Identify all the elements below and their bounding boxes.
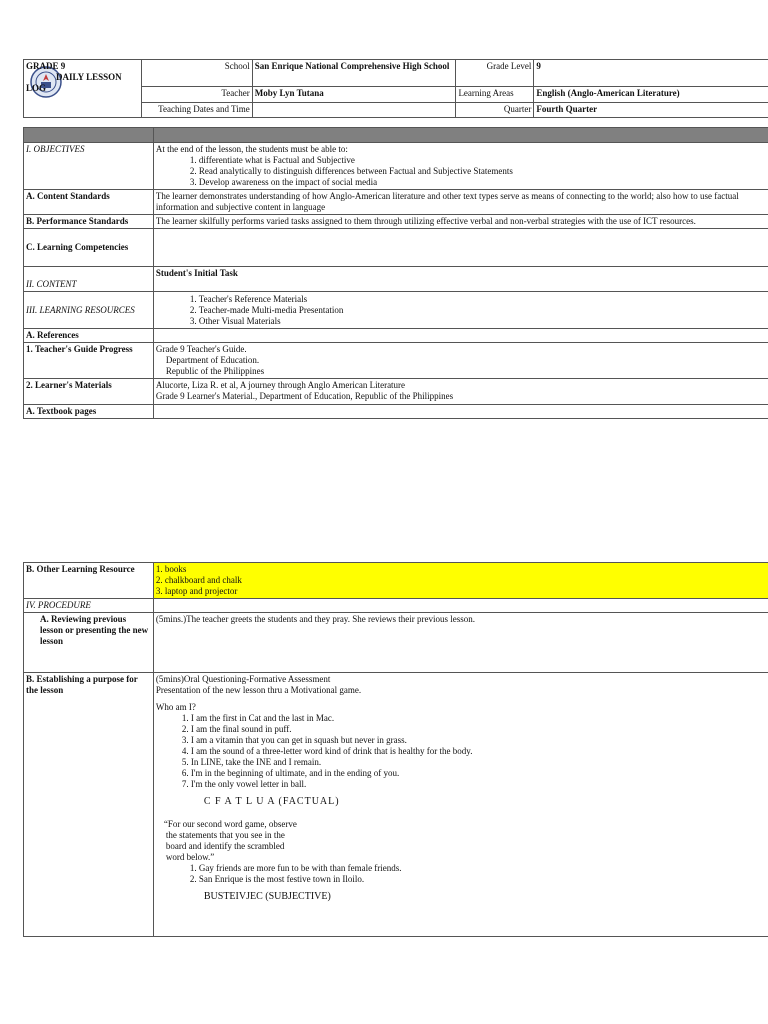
reviewing-label: A. Reviewing previous lesson or presenting the new lesson	[24, 613, 154, 673]
list-item: 2. Teacher-made Multi-media Presentation	[189, 305, 344, 315]
teachers-guide-label: 1. Teacher's Guide Progress	[24, 343, 154, 379]
list-item: 3. laptop and projector	[155, 586, 238, 596]
content-text: Student's Initial Task	[153, 267, 768, 292]
references-label: A. References	[24, 329, 154, 343]
learning-resources-cell	[153, 292, 768, 329]
performance-standards-text: The learner skilfully performs varied tasks assigned to them through utilizing effective verbal and non-verbal strategies with the use of ICT resources.	[153, 215, 768, 229]
quarter-value: Fourth Quarter	[534, 103, 768, 118]
list-item: 2. chalkboard and chalk	[155, 575, 242, 585]
objectives-table	[23, 127, 768, 419]
teacher-label: Teacher	[141, 87, 252, 103]
list-item: 2. San Enrique is the most festive town in Iloilo.	[189, 874, 365, 884]
list-item: 3. Other Visual Materials	[189, 316, 281, 326]
learning-competencies-text	[153, 229, 768, 267]
learners-materials-cell	[153, 379, 768, 405]
list-item: 3. I am a vitamin that you can get in squash but never in grass.	[181, 735, 407, 745]
list-item: 6. I'm in the beginning of ultimate, and in the ending of you.	[181, 768, 400, 778]
section-bar	[24, 128, 768, 143]
procedure-table	[23, 562, 768, 937]
learning-areas-value: English (Anglo-American Literature)	[534, 87, 768, 103]
procedure-empty	[153, 599, 768, 613]
list-item: 4. I am the sound of a three-letter word kind of drink that is healthy for the body.	[181, 746, 473, 756]
scramble-factual: C F A T L U A (FACTUAL)	[203, 796, 340, 807]
list-item: 1. differentiate what is Factual and Subjective	[189, 155, 355, 165]
list-item: 5. In LINE, take the INE and I remain.	[181, 757, 322, 767]
second-game-line: board and identify the scrambled	[165, 841, 285, 851]
content-standards-label: A. Content Standards	[24, 190, 154, 215]
list-item: 2. I am the final sound in puff.	[181, 724, 292, 734]
second-game-line: “For our second word game, observe	[163, 819, 297, 829]
dll-line2: LOG	[26, 83, 47, 93]
content-label: II. CONTENT	[24, 267, 154, 292]
quarter-label: Quarter	[456, 103, 534, 118]
learning-resources-list	[156, 293, 768, 327]
learners-materials-label: 2. Learner's Materials	[24, 379, 154, 405]
learners-materials-line1: Alucorte, Liza R. et al, A journey through Anglo American Literature	[155, 380, 406, 390]
dates-label: Teaching Dates and Time	[141, 103, 252, 118]
list-item: 7. I'm the only vowel letter in ball.	[181, 779, 307, 789]
list-item: 2. Read analytically to distinguish differences between Factual and Subjective Statements	[189, 166, 513, 176]
grade-level-value: 9	[534, 60, 768, 87]
teachers-guide-cell	[153, 343, 768, 379]
teachers-guide-line1: Grade 9 Teacher's Guide.	[155, 344, 247, 354]
grade-level-label: Grade Level	[456, 60, 534, 87]
dates-value	[252, 103, 456, 118]
reviewing-text: (5mins.)The teacher greets the students and they pray. She reviews their previous lesson.	[153, 613, 768, 673]
objectives-label: I. OBJECTIVES	[24, 143, 154, 190]
grade-line: GRADE 9	[26, 61, 66, 71]
objectives-list	[156, 155, 768, 188]
learning-areas-label: Learning Areas	[456, 87, 534, 103]
references-text	[153, 329, 768, 343]
procedure-label: IV. PROCEDURE	[24, 599, 154, 613]
performance-standards-label: B. Performance Standards	[24, 215, 154, 229]
riddles-list	[156, 713, 768, 790]
who-am-i: Who am I?	[155, 702, 196, 712]
establishing-line1: (5mins)Oral Questioning-Formative Assessment	[155, 674, 331, 684]
objectives-cell	[153, 143, 768, 190]
list-item: 1. books	[155, 564, 187, 574]
header-table	[23, 59, 768, 118]
second-game-line: word below.”	[165, 852, 215, 862]
establishing-line2: Presentation of the new lesson thru a Motivational game.	[155, 685, 362, 695]
establishing-label: B. Establishing a purpose for the lesson	[24, 673, 154, 937]
second-game-line: the statements that you see in the	[165, 830, 285, 840]
school-label: School	[141, 60, 252, 87]
objectives-intro: At the end of the lesson, the students must be able to:	[155, 144, 348, 154]
content-standards-text: The learner demonstrates understanding of how Anglo-American literature and other text types serve as means of connecting to the world; also how to use factual information and subjective content in language	[153, 190, 768, 215]
dll-line1: DAILY LESSON	[56, 72, 122, 82]
scramble-subjective: BUSTEIVJEC (SUBJECTIVE)	[203, 891, 331, 902]
dll-title-cell	[24, 60, 142, 118]
list-item: 3. Develop awareness on the impact of social media	[189, 177, 378, 187]
teacher-value: Moby Lyn Tutana	[252, 87, 456, 103]
learning-competencies-label: C. Learning Competencies	[24, 229, 154, 267]
school-value: San Enrique National Comprehensive High School	[252, 60, 456, 87]
learners-materials-line2: Grade 9 Learner's Material., Department of Education, Republic of the Philippines	[155, 391, 454, 401]
teachers-guide-line2: Department of Education.	[165, 355, 260, 365]
learning-resources-label: III. LEARNING RESOURCES	[24, 292, 154, 329]
textbook-pages-text	[153, 405, 768, 419]
list-item: 1. I am the first in Cat and the last in Mac.	[181, 713, 335, 723]
list-item: 1. Gay friends are more fun to be with than female friends.	[189, 863, 402, 873]
textbook-pages-label: A. Textbook pages	[24, 405, 154, 419]
other-resources-label: B. Other Learning Resource	[24, 563, 154, 599]
statements-list	[156, 863, 768, 885]
teachers-guide-line3: Republic of the Philippines	[165, 366, 265, 376]
other-resources-cell	[153, 563, 768, 599]
list-item: 1. Teacher's Reference Materials	[189, 294, 308, 304]
establishing-cell	[153, 673, 768, 937]
